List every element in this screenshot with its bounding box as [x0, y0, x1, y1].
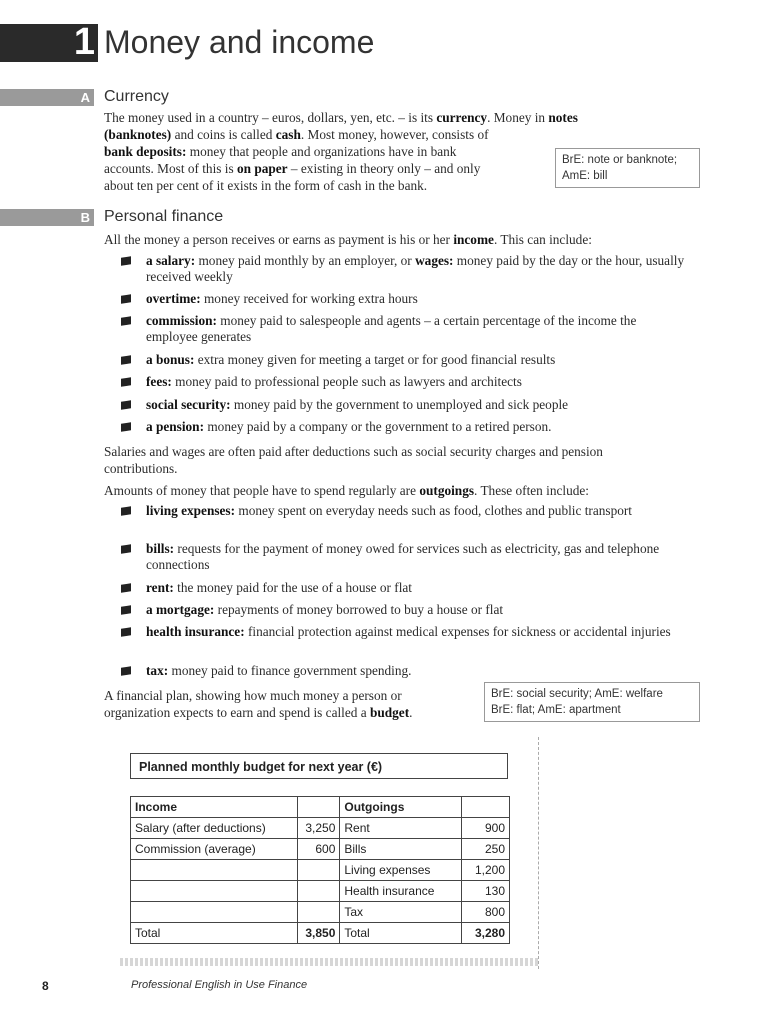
note-line: AmE: bill [562, 170, 608, 182]
page-title: Money and income [104, 24, 375, 60]
list-item-text: a salary: money paid monthly by an employer, or wages: money paid by the day or the hour, usually received weekly [146, 253, 685, 284]
income-intro: All the money a person receives or earns as payment is his or her income. This can include: [104, 232, 592, 247]
bullet-icon [121, 377, 131, 386]
table-row [131, 881, 510, 902]
column-header: Income [131, 797, 298, 818]
note-line: BrE: note or banknote; [562, 154, 678, 166]
budget-table-title: Planned monthly budget for next year (€) [130, 753, 508, 779]
book-title: Professional English in Use Finance [131, 979, 308, 991]
table-cell: Commission (average) [131, 839, 298, 860]
section-a-note-box [555, 148, 700, 188]
note-line: BrE: flat; AmE: apartment [491, 704, 621, 716]
bullet-icon [121, 605, 131, 614]
table-cell [131, 860, 298, 881]
table-cell: 1,200 [462, 860, 510, 881]
table-cell: Total [340, 923, 462, 944]
section-a-line-2: (banknotes) and coins is called cash. Most money, however, consists of [104, 127, 489, 142]
budget-paragraph: A financial plan, showing how much money a person or organization expects to earn and spend is called a budget. [104, 688, 413, 720]
deductions-paragraph: Salaries and wages are often paid after deductions such as social security charges and pension contributions. [104, 444, 603, 476]
table-cell: 800 [462, 902, 510, 923]
list-item-text: social security: money paid by the government to unemployed and sick people [146, 397, 569, 412]
section-b-note-box [484, 682, 700, 722]
table-cell: 900 [462, 818, 510, 839]
table-cell: Living expenses [340, 860, 462, 881]
outgoings-intro: Amounts of money that people have to spend regularly are outgoings. These often include: [104, 483, 589, 498]
list-item-text: living expenses: money spent on everyday needs such as food, clothes and public transport [146, 503, 632, 518]
bullet-icon [121, 506, 131, 515]
table-total-row [131, 923, 510, 944]
table-cell: Rent [340, 818, 462, 839]
column-header [462, 797, 510, 818]
note-line: BrE: social security; AmE: welfare [491, 688, 663, 700]
list-item-text: bills: requests for the payment of money owed for services such as electricity, gas and telephone connections [146, 541, 660, 572]
table-cell: 600 [298, 839, 340, 860]
table-cell [131, 902, 298, 923]
table-cell: 3,250 [298, 818, 340, 839]
table-cell: 3,850 [298, 923, 340, 944]
bullet-icon [121, 422, 131, 431]
bullet-icon [121, 666, 131, 675]
table-cell [131, 881, 298, 902]
table-cell: 3,280 [462, 923, 510, 944]
list-item-text: health insurance: financial protection against medical expenses for sickness or accidental injuries [146, 624, 671, 639]
table-cell: Salary (after deductions) [131, 818, 298, 839]
bullet-icon [121, 355, 131, 364]
table-cell [298, 881, 340, 902]
table-cell: 130 [462, 881, 510, 902]
table-row [131, 818, 510, 839]
bullet-icon [121, 544, 131, 553]
section-a-line-5: about ten per cent of it exists in the form of cash in the bank. [104, 178, 428, 193]
page-number: 8 [42, 979, 49, 993]
bullet-icon [121, 316, 131, 325]
section-a-letter: A [80, 90, 90, 105]
torn-edge [120, 958, 538, 966]
column-header [298, 797, 340, 818]
bullet-icon [121, 627, 131, 636]
bullet-icon [121, 256, 131, 265]
bullet-icon [121, 583, 131, 592]
table-cell [298, 860, 340, 881]
section-b-title: Personal finance [104, 208, 224, 225]
list-item-text: overtime: money received for working extra hours [146, 291, 418, 306]
table-cell: 250 [462, 839, 510, 860]
table-cell: Bills [340, 839, 462, 860]
list-item-text: tax: money paid to finance government spending. [146, 663, 412, 678]
section-b-letter: B [80, 210, 90, 225]
list-item-text: rent: the money paid for the use of a house or flat [146, 580, 412, 595]
column-header: Outgoings [340, 797, 462, 818]
section-a-line-1: The money used in a country – euros, dollars, yen, etc. – is its currency. Money in notes [104, 110, 578, 125]
table-cell: Total [131, 923, 298, 944]
table-row [131, 902, 510, 923]
bullet-icon [121, 400, 131, 409]
unit-number: 1 [73, 21, 95, 63]
table-row [131, 839, 510, 860]
table-cell: Health insurance [340, 881, 462, 902]
section-a-title: Currency [104, 88, 169, 105]
list-item-text: a bonus: extra money given for meeting a target or for good financial results [146, 352, 556, 367]
list-item-text: fees: money paid to professional people such as lawyers and architects [146, 374, 522, 389]
section-a-line-3: bank deposits: money that people and organizations have in bank [104, 144, 457, 159]
list-item-text: a mortgage: repayments of money borrowed to buy a house or flat [146, 602, 504, 617]
table-header-row [131, 797, 510, 818]
bullet-icon [121, 294, 131, 303]
list-item-text: a pension: money paid by a company or the government to a retired person. [146, 419, 552, 434]
table-row [131, 860, 510, 881]
table-cell: Tax [340, 902, 462, 923]
budget-table [130, 796, 510, 944]
list-item-text: commission: money paid to salespeople and agents – a certain percentage of the income the employee generates [146, 313, 637, 344]
table-cell [298, 902, 340, 923]
section-a-line-4: accounts. Most of this is on paper – existing in theory only – and only [104, 161, 481, 176]
